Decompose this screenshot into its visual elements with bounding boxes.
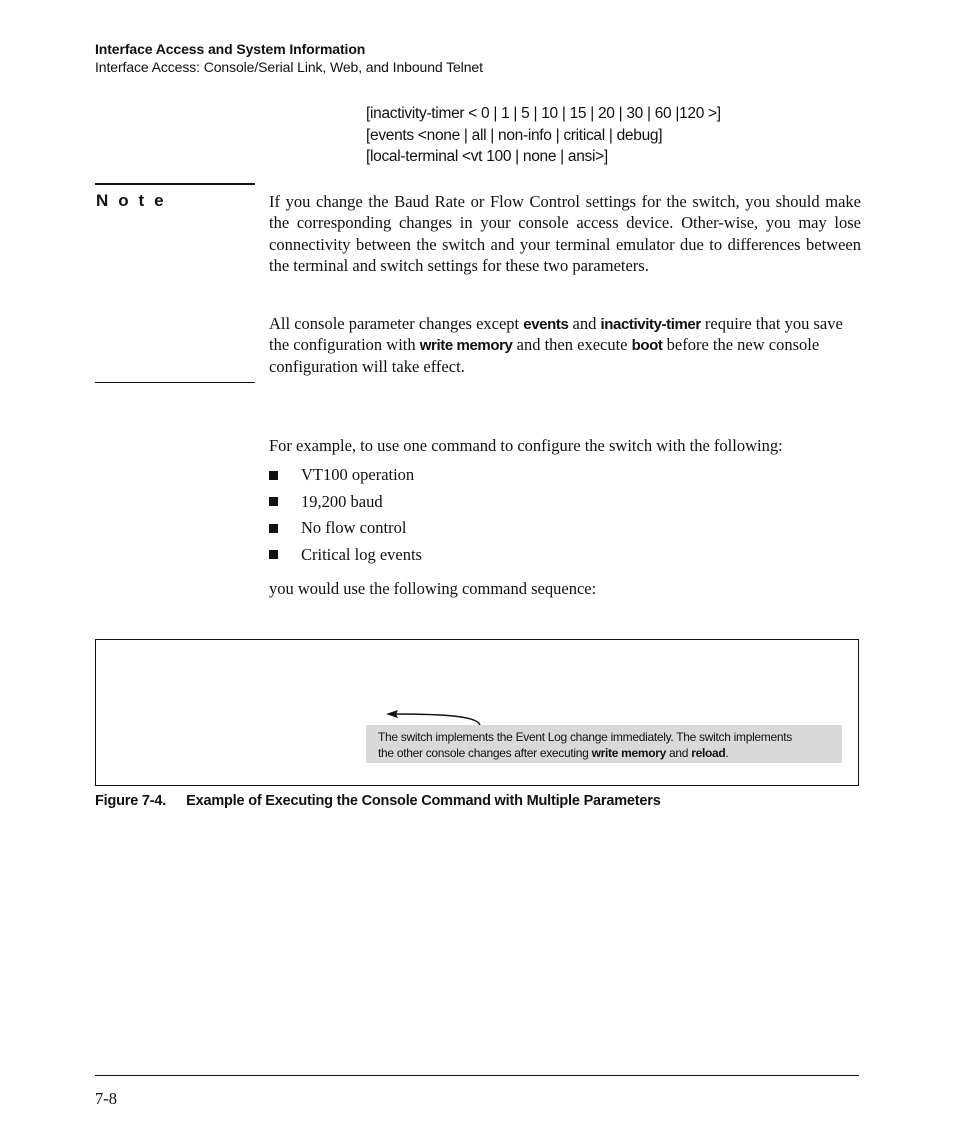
figure-callout (366, 725, 842, 763)
footer-rule (95, 1075, 859, 1076)
keyword-write-memory: write memory (419, 337, 513, 355)
keyword-inactivity-timer: inactivity-timer (600, 316, 701, 333)
bullet-square-icon (269, 497, 278, 506)
figure-caption-text: Example of Executing the Console Command with Multiple Parameters (186, 793, 661, 809)
callout-line-2: the other console changes after executing write memory and reload. (378, 746, 729, 760)
list-item: VT100 operation (269, 462, 422, 489)
page-number: 7-8 (95, 1089, 117, 1108)
figure-number: Figure 7-4. (95, 793, 167, 809)
note-top-rule (95, 183, 255, 185)
bullet-square-icon (269, 550, 278, 559)
keyword-write-memory: write memory (591, 746, 666, 760)
syntax-line-local-terminal: [local-terminal <vt 100 | none | ansi>] (366, 148, 608, 165)
bullet-square-icon (269, 524, 278, 533)
figure-caption (95, 793, 661, 809)
example-outro: you would use the following command sequence: (269, 579, 597, 598)
keyword-boot: boot (631, 337, 663, 355)
running-header-title: Interface Access and System Information (95, 41, 366, 57)
keyword-reload: reload (691, 746, 726, 760)
bullet-square-icon (269, 471, 278, 480)
list-item: 19,200 baud (269, 489, 422, 516)
example-intro: For example, to use one command to configure the switch with the following: (269, 436, 783, 455)
list-item: No flow control (269, 515, 422, 542)
example-bullet-list (269, 462, 422, 568)
keyword-events: events (523, 316, 569, 333)
note-label: N o t e (96, 191, 167, 210)
list-item: Critical log events (269, 542, 422, 569)
note-paragraph-2: All console parameter changes except events and inactivity-timer require that you save the configuration with write memory and then execute boot before the new console configuration will take effect. (269, 314, 843, 376)
syntax-line-events: [events <none | all | non-info | critical | debug] (366, 126, 663, 144)
command-syntax (366, 103, 721, 168)
note-paragraph-1: If you change the Baud Rate or Flow Control settings for the switch, you should make the corresponding changes in your console access device. Other-wise, you may lose connectivity between the switch and your terminal emulator due to differences between the terminal and switch settings for these two parameters. (269, 192, 861, 275)
callout-line-1: The switch implements the Event Log change immediately. The switch implements (378, 730, 792, 744)
running-header-subtitle: Interface Access: Console/Serial Link, Web, and Inbound Telnet (95, 59, 483, 75)
syntax-line-inactivity-timer: [inactivity-timer < 0 | 1 | 5 | 10 | 15 | 20 | 30 | 60 |120 >] (366, 105, 721, 122)
note-bottom-rule (95, 382, 255, 383)
